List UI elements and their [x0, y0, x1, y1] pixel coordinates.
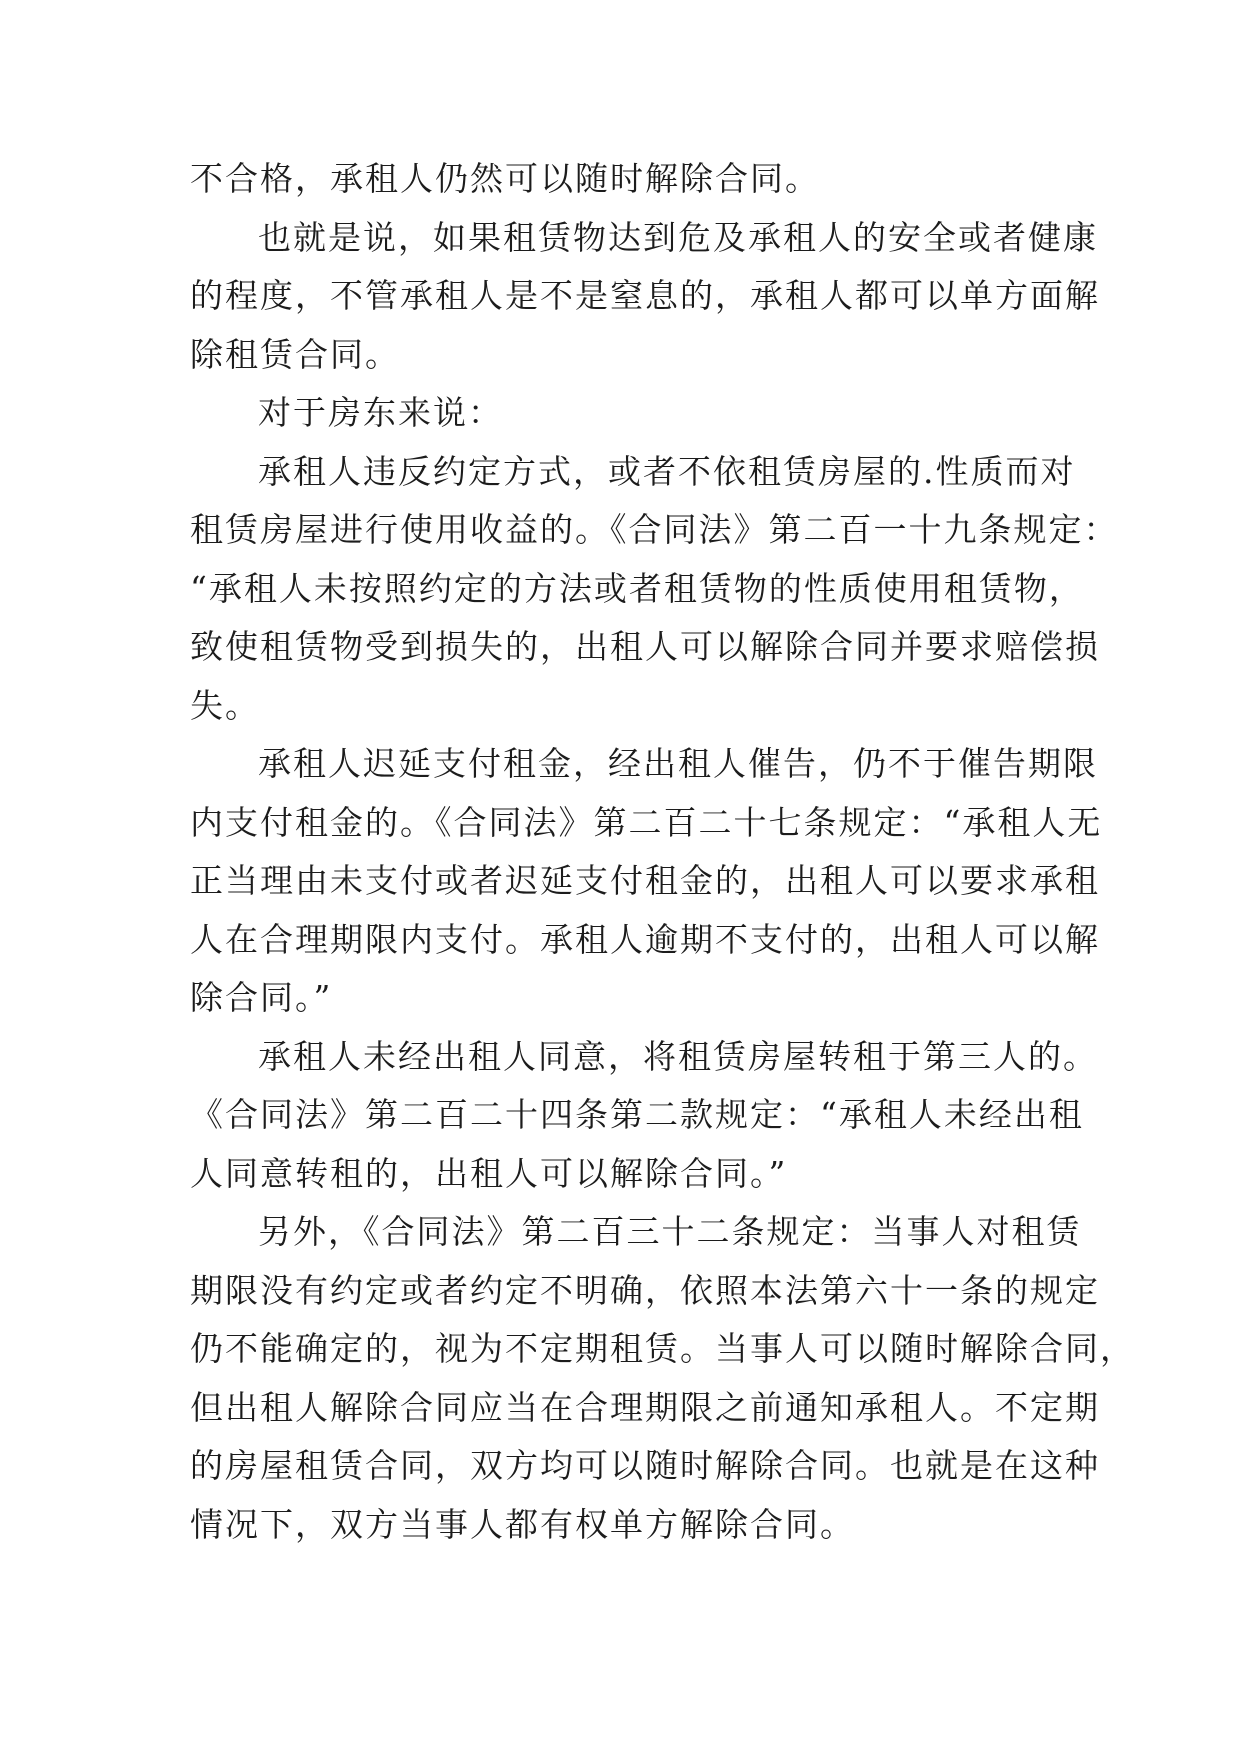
- text-line: 人在合理期限内支付。承租人逾期不支付的，出租人可以解: [190, 919, 1100, 959]
- text-line: 租赁房屋进行使用收益的。《合同法》第二百一十九条规定：: [190, 510, 1119, 549]
- text-line: 除合同。”: [190, 978, 333, 1017]
- text-line: 不合格，承租人仍然可以随时解除合同。: [190, 159, 820, 198]
- text-line: 《合同法》第二百二十四条第二款规定：“承租人未经出租: [190, 1095, 1084, 1134]
- text-line: 失。: [190, 685, 260, 725]
- text-line: 致使租赁物受到损失的，出租人可以解除合同并要求赔偿损: [190, 627, 1100, 666]
- text-line: 也就是说，如果租赁物达到危及承租人的安全或者健康: [258, 217, 1098, 257]
- text-line: 另外，《合同法》第二百三十二条规定：当事人对租赁: [258, 1212, 1082, 1251]
- text-line: 对于房东来说：: [258, 393, 503, 432]
- text-line: 期限没有约定或者约定不明确，依照本法第六十一条的规定: [190, 1270, 1100, 1310]
- text-line: 情况下，双方当事人都有权单方解除合同。: [190, 1504, 855, 1544]
- text-line: 的房屋租赁合同，双方均可以随时解除合同。也就是在这种: [190, 1446, 1100, 1485]
- text-line: 人同意转租的，出租人可以解除合同。”: [190, 1153, 788, 1193]
- text-line: 正当理由未支付或者迟延支付租金的，出租人可以要求承租: [190, 861, 1100, 900]
- text-line: 承租人未经出租人同意，将租赁房屋转租于第三人的。: [258, 1036, 1098, 1076]
- text-line: 但出租人解除合同应当在合理期限之前通知承租人。不定期: [190, 1387, 1100, 1427]
- text-line: 的程度，不管承租人是不是窒息的，承租人都可以单方面解: [190, 276, 1100, 315]
- text-line: 承租人迟延支付租金，经出租人催告，仍不于催告期限: [258, 744, 1098, 783]
- text-line: 承租人违反约定方式，或者不依租赁房屋的.性质而对: [258, 451, 1076, 491]
- document-body: [190, 150, 1135, 1554]
- text-line: “承租人未按照约定的方法或者租赁物的性质使用租赁物，: [190, 568, 1084, 608]
- text-line: 内支付租金的。《合同法》第二百二十七条规定：“承租人无: [190, 802, 1103, 842]
- text-line: 仍不能确定的，视为不定期租赁。当事人可以随时解除合同，: [190, 1329, 1135, 1368]
- text-line: 除租赁合同。: [190, 334, 400, 374]
